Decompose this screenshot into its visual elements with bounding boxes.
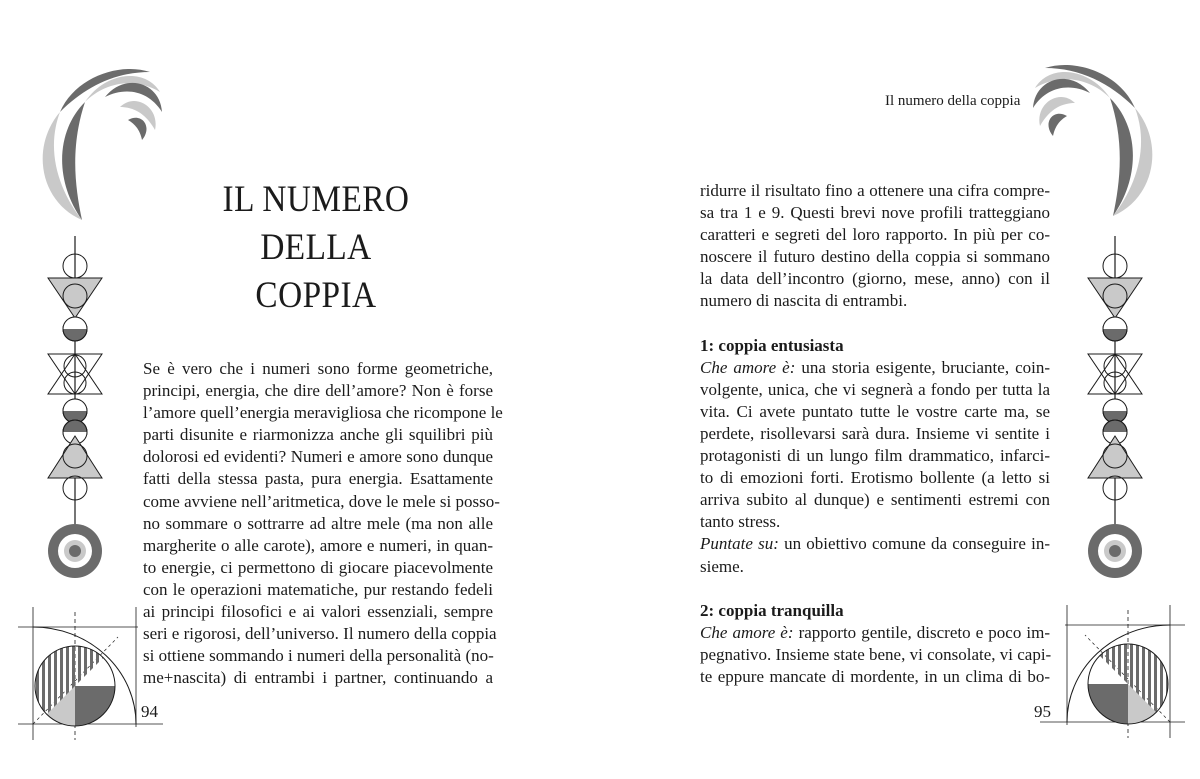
chapter-title bbox=[212, 176, 421, 320]
text-line: ai principi filosofici e ai valori essenziali, sempre bbox=[143, 602, 493, 622]
text-line: fatti della stessa pasta, pura energia. Esattamente bbox=[143, 469, 493, 489]
text-line: dolorosi ed evidenti? Numeri e amore sono dunque bbox=[143, 447, 493, 467]
text-line: parti disunite e riarmonizza anche gli squilibri più bbox=[143, 425, 493, 445]
body-text-right bbox=[700, 180, 1050, 688]
text-line: si ottiene sommando i numeri della personalità (no- bbox=[143, 646, 494, 666]
text-line: vita. Ci avete puntato tutte le vostre carte ma, se bbox=[700, 401, 1050, 421]
text-line: perdete, risollevarsi sarà dura. Insieme vi sentite i bbox=[700, 423, 1050, 443]
text-line: seri e rigorosi, dell’universo. Il numero della coppia bbox=[143, 624, 497, 644]
chapter-title-line: DELLA COPPIA bbox=[255, 227, 377, 316]
text-line bbox=[700, 533, 1050, 555]
text-line: sieme. bbox=[700, 556, 744, 576]
label-puntate-su: Puntate su: bbox=[700, 534, 779, 554]
text-line: numero di nascita di entrambi. bbox=[700, 291, 908, 311]
text-line: la data dell’incontro (giorno, mese, anno) con il bbox=[700, 269, 1050, 289]
text-line: sa tra 1 e 9. Questi brevi nove profili tratteggiano bbox=[700, 203, 1050, 223]
geometric-totem-icon bbox=[1080, 236, 1150, 586]
text-line: caratteri e segreti del loro rapporto. In più per co- bbox=[700, 225, 1050, 245]
text-line: margherite o alle carote), amore e numeri, in quan- bbox=[143, 535, 493, 555]
text-line: arriva subito al dunque) e sentimenti estremi con bbox=[700, 490, 1050, 510]
text-line bbox=[700, 622, 1050, 644]
text-line bbox=[700, 357, 1050, 379]
text-line: no sommare o sottrarre ad altre mele (ma non alle bbox=[143, 513, 493, 533]
label-che-amore: Che amore è: bbox=[700, 622, 794, 642]
text-line: pegnativo. Insieme state bene, vi consolate, vi capi- bbox=[700, 644, 1052, 664]
text-run: un obiettivo comune da conseguire in- bbox=[778, 534, 1050, 554]
golden-ratio-ornament-icon bbox=[1040, 600, 1185, 740]
text-line: me+nascita) di entrambi i partner, continuando a bbox=[143, 668, 493, 688]
spiral-ornament-icon bbox=[30, 52, 170, 222]
text-line: protagonisti di un lungo film drammatico, infarci- bbox=[700, 446, 1050, 466]
text-line: to di emozioni forti. Erotismo bollente (a letto si bbox=[700, 468, 1050, 488]
section-heading: 1: coppia entusiasta bbox=[700, 335, 844, 355]
text-line: noscere il futuro destino della coppia si sommano bbox=[700, 247, 1050, 267]
text-line: l’amore quell’energia meravigliosa che ricompone le bbox=[143, 403, 503, 423]
text-run: rapporto gentile, discreto e poco im- bbox=[793, 622, 1050, 642]
paragraph-gap bbox=[700, 313, 1050, 335]
text-line: tanto stress. bbox=[700, 512, 781, 532]
text-line: ridurre il risultato fino a ottenere una cifra compre- bbox=[700, 181, 1050, 200]
text-line: te eppure mancate di mordente, in un clima di bo- bbox=[700, 666, 1050, 686]
right-page bbox=[600, 0, 1200, 779]
chapter-title-line: IL NUMERO bbox=[222, 179, 410, 220]
section-heading: 2: coppia tranquilla bbox=[700, 600, 844, 620]
geometric-totem-icon bbox=[40, 236, 110, 586]
text-line: con le operazioni matematiche, pur restando fedeli bbox=[143, 579, 493, 599]
label-che-amore: Che amore è: bbox=[700, 357, 796, 377]
page-number: 94 bbox=[141, 702, 158, 721]
page-number: 95 bbox=[1034, 702, 1051, 721]
text-line: volgente, unica, che vi segnerà a fondo per tutta la bbox=[700, 379, 1050, 399]
text-run: una storia esigente, bruciante, coin- bbox=[795, 357, 1050, 377]
text-line: come avviene nell’aritmetica, dove le mele si posso- bbox=[143, 491, 500, 511]
paragraph-gap bbox=[700, 578, 1050, 600]
body-text-left bbox=[143, 358, 503, 689]
text-line: Se è vero che i numeri sono forme geometriche, bbox=[143, 359, 493, 378]
text-line: principi, energia, che dire dell’amore? Non è forse bbox=[143, 381, 493, 401]
text-line: to energie, ci permettono di giocare piacevolmente bbox=[143, 557, 493, 577]
running-head: Il numero della coppia bbox=[885, 93, 1021, 109]
